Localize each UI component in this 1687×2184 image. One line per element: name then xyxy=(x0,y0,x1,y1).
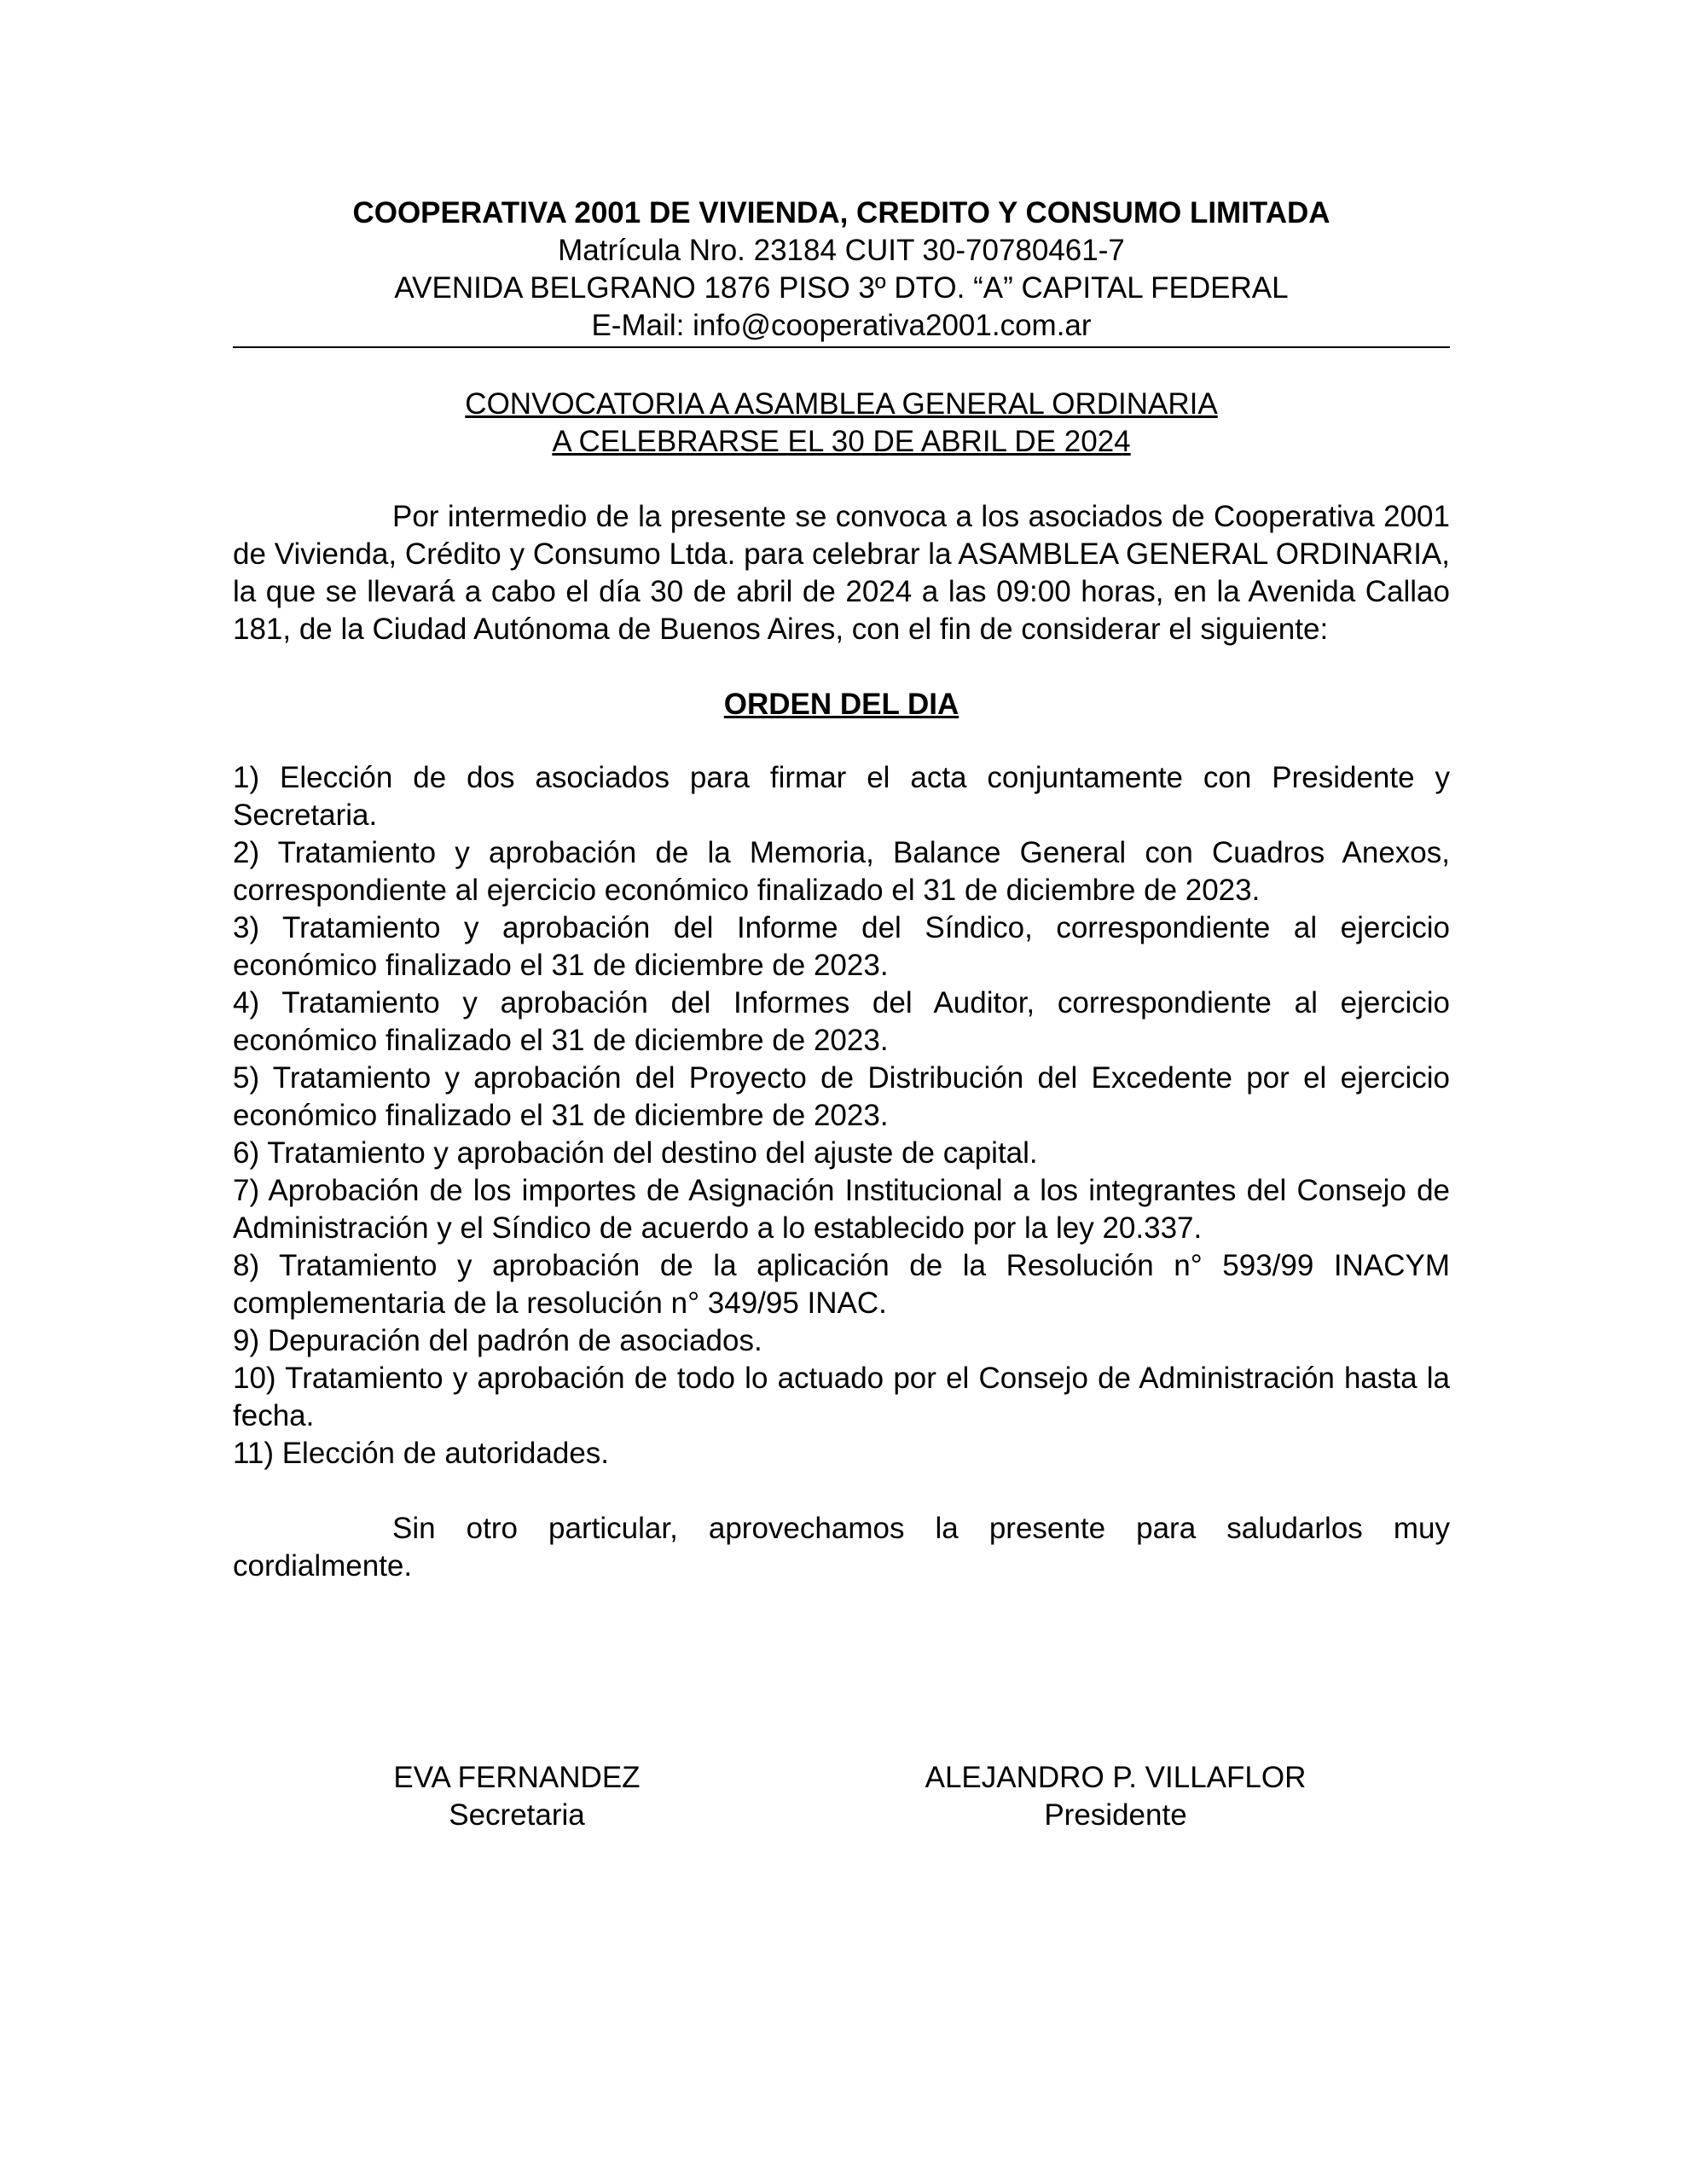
agenda-item: 10) Tratamiento y aprobación de todo lo actuado por el Consejo de Administración hasta la fecha. xyxy=(233,1362,1450,1432)
letterhead xyxy=(233,195,1450,345)
convocatoria-line-1: CONVOCATORIA A ASAMBLEA GENERAL ORDINARIA xyxy=(465,387,1218,421)
agenda-title: ORDEN DEL DIA xyxy=(723,688,959,721)
president-role: Presidente xyxy=(1044,1798,1187,1832)
closing-paragraph: Sin otro particular, aprovechamos la presente para saludarlos muy cordialmente. xyxy=(233,1512,1450,1583)
president-name: ALEJANDRO P. VILLAFLOR xyxy=(925,1761,1307,1794)
agenda-item: 2) Tratamiento y aprobación de la Memoria, Balance General con Cuadros Anexos, correspondiente al ejercicio económico finalizado el 31 de diciembre de 2023. xyxy=(233,836,1450,907)
header-divider xyxy=(233,346,1450,348)
agenda-list xyxy=(233,759,1450,1472)
agenda-item: 6) Tratamiento y aprobación del destino del ajuste de capital. xyxy=(233,1136,1038,1170)
signature-secretary xyxy=(389,1759,645,1834)
agenda-item: 8) Tratamiento y aprobación de la aplicación de la Resolución n° 593/99 INACYM complementaria de la resolución n° 349/95 INAC. xyxy=(233,1249,1450,1320)
agenda-item: 3) Tratamiento y aprobación del Informe del Síndico, correspondiente al ejercicio económico finalizado el 31 de diciembre de 2023. xyxy=(233,911,1450,982)
convocatoria-heading xyxy=(233,386,1450,461)
registration-line: Matrícula Nro. 23184 CUIT 30-70780461-7 xyxy=(558,234,1125,267)
agenda-item: 9) Depuración del padrón de asociados. xyxy=(233,1324,762,1357)
agenda-item: 5) Tratamiento y aprobación del Proyecto de Distribución del Excedente por el ejercicio económico finalizado el 31 de diciembre de 2023. xyxy=(233,1061,1450,1132)
signature-president xyxy=(898,1759,1333,1834)
document-page xyxy=(233,195,1450,1832)
email-line: E-Mail: info@cooperativa2001.com.ar xyxy=(591,309,1092,342)
agenda-item: 7) Aprobación de los importes de Asignación Institucional a los integrantes del Consejo de Administración y el Síndico de acuerdo a lo establecido por la ley 20.337. xyxy=(233,1174,1450,1245)
organization-name: COOPERATIVA 2001 DE VIVIENDA, CREDITO Y CONSUMO LIMITADA xyxy=(352,196,1330,229)
address-line: AVENIDA BELGRANO 1876 PISO 3º DTO. “A” CAPITAL FEDERAL xyxy=(394,271,1289,305)
convocatoria-line-2: A CELEBRARSE EL 30 DE ABRIL DE 2024 xyxy=(552,425,1131,458)
agenda-item: 11) Elección de autoridades. xyxy=(233,1437,610,1470)
agenda-item: 4) Tratamiento y aprobación del Informes del Auditor, correspondiente al ejercicio económico finalizado el 31 de diciembre de 2023. xyxy=(233,986,1450,1057)
secretary-name: EVA FERNANDEZ xyxy=(393,1761,641,1794)
signature-block xyxy=(233,1759,1450,1844)
secretary-role: Secretaria xyxy=(449,1798,585,1832)
agenda-item: 1) Elección de dos asociados para firmar el acta conjuntamente con Presidente y Secretaria. xyxy=(233,761,1450,832)
intro-paragraph: Por intermedio de la presente se convoca a los asociados de Cooperativa 2001 de Vivienda, Crédito y Consumo Ltda. para celebrar la ASAMBLEA GENERAL ORDINARIA, la que se llevará a cabo el día 30 de abril de 2024 a las 09:00 horas, en la Avenida Callao 181, de la Ciudad Autónoma de Buenos Aires, con el fin de considerar el siguiente: xyxy=(233,500,1450,646)
